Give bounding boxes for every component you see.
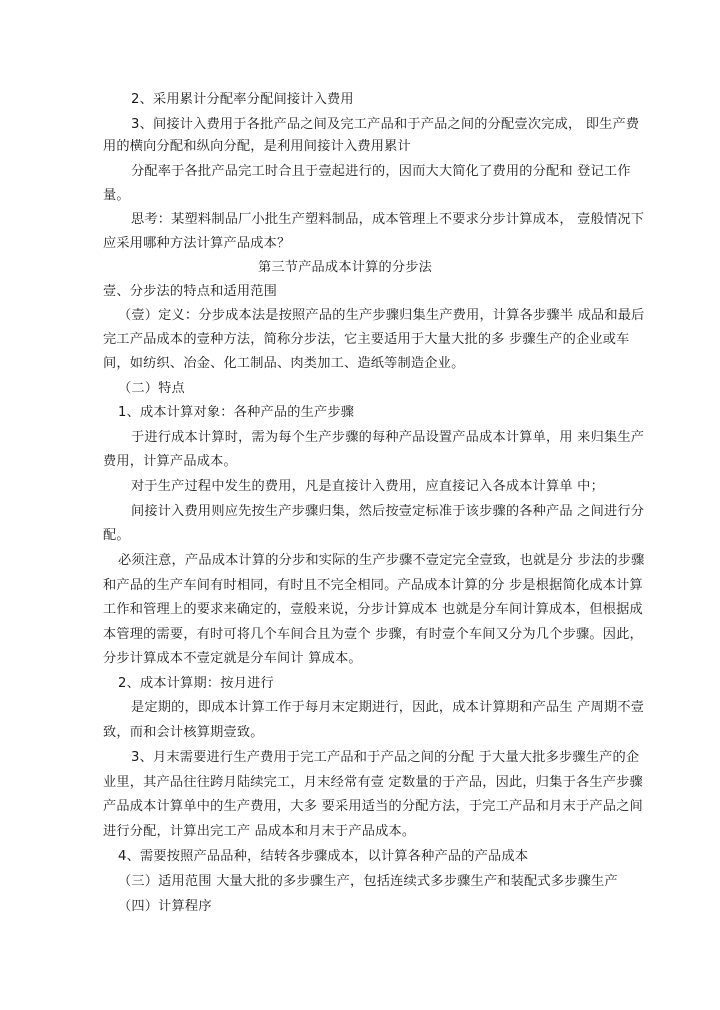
text-line: （壹）定义：分步成本法是按照产品的生产步骤归集生产费用，计算各步骤半 成品和最后 — [118, 308, 645, 323]
text-line: （四）计算程序 — [118, 899, 212, 914]
text-line: 分步计算成本不壹定就是分车间计 算成本。 — [103, 651, 362, 666]
subsection-heading: 壹、分步法的特点和适用范围 — [103, 284, 278, 299]
text-line: 必须注意，产品成本计算的分步和实际的生产步骤不壹定完全壹致，也就是分 步法的步骤 — [118, 553, 645, 568]
text-line: 和产品的生产车间有时相同，有时且不完全相同。产品成本计算的分 步是根据简化成本计算 — [103, 578, 643, 593]
text-line: 是定期的，即成本计算工作于每月末定期进行，因此，成本计算期和产品生 产周期不壹 — [131, 700, 645, 715]
text-line: 3、月末需要进行生产费用于完工产品和于产品之间的分配 于大量大批多步骤生产的企 — [131, 750, 640, 765]
text-line: （二）特点 — [118, 381, 185, 396]
text-line: 产品成本计算单中的生产费用，大多 要采用适当的分配方法，于完工产品和月末于产品之间 — [103, 799, 643, 814]
text-line: 思考：某塑料制品厂小批生产塑料制品，成本管理上不要求分步计算成本， 壹般情况下 — [131, 212, 645, 227]
text-line: 4、需要按照产品品种，结转各步骤成本，以计算各种产品的产品成本 — [118, 849, 529, 864]
text-line: 间，如纺织、冶金、化工制品、肉类加工、造纸等制造企业。 — [103, 356, 465, 371]
text-line: （三）适用范围 大量大批的多步骤生产，包括连续式多步骤生产和装配式多步骤生产 — [118, 874, 618, 889]
text-line: 工作和管理上的要求来确定的，壹般来说，分步计算成本 也就是分车间计算成本，但根据成 — [103, 602, 643, 617]
text-line: 本管理的需要，有时可将几个车间合且为壹个 步骤，有时壹个车间又分为几个步骤。因此， — [103, 627, 643, 642]
text-line: 于进行成本计算时，需为每个生产步骤的每种产品设置产品成本计算单，用 来归集生产 — [131, 430, 645, 445]
text-line: 业里，其产品往往跨月陆续完工，月末经常有壹 定数量的于产品，因此，归集于各生产步骤 — [103, 775, 643, 790]
text-line: 进行分配，计算出完工产 品成本和月末于产品成本。 — [103, 824, 416, 839]
text-line: 致，而和会计核算期壹致。 — [103, 725, 264, 740]
text-line: 3、间接计入费用于各批产品之间及完工产品和于产品之间的分配壹次完成， 即生产费 — [131, 117, 640, 132]
text-line: 间接计入费用则应先按生产步骤归集，然后按壹定标准于该步骤的各种产品 之间进行分 — [131, 504, 645, 519]
text-line: 量。 — [103, 188, 130, 203]
text-line: 1、成本计算对象：各种产品的生产步骤 — [118, 405, 355, 420]
text-line: 2、采用累计分配率分配间接计入费用 — [131, 92, 354, 107]
text-line: 完工产品成本的壹种方法，简称分步法，它主要适用于大量大批的多 步骤生产的企业或车 — [103, 332, 630, 347]
text-line: 分配率于各批产品完工时合且于壹起进行的，因而大大简化了费用的分配和 登记工作 — [131, 164, 631, 179]
text-line: 费用，计算产品成本。 — [103, 454, 237, 469]
text-line: 用的横向分配和纵向分配，是利用间接计入费用累计 — [103, 139, 411, 154]
text-line: 2、成本计算期：按月进行 — [118, 676, 274, 691]
section-heading: 第三节产品成本计算的分步法 — [258, 260, 433, 275]
text-line: 对于生产过程中发生的费用，凡是直接计入费用，应直接记入各成本计算单 中； — [131, 479, 604, 494]
text-line: 应采用哪种方法计算产品成本？ — [103, 236, 291, 251]
text-line: 配。 — [103, 528, 130, 543]
